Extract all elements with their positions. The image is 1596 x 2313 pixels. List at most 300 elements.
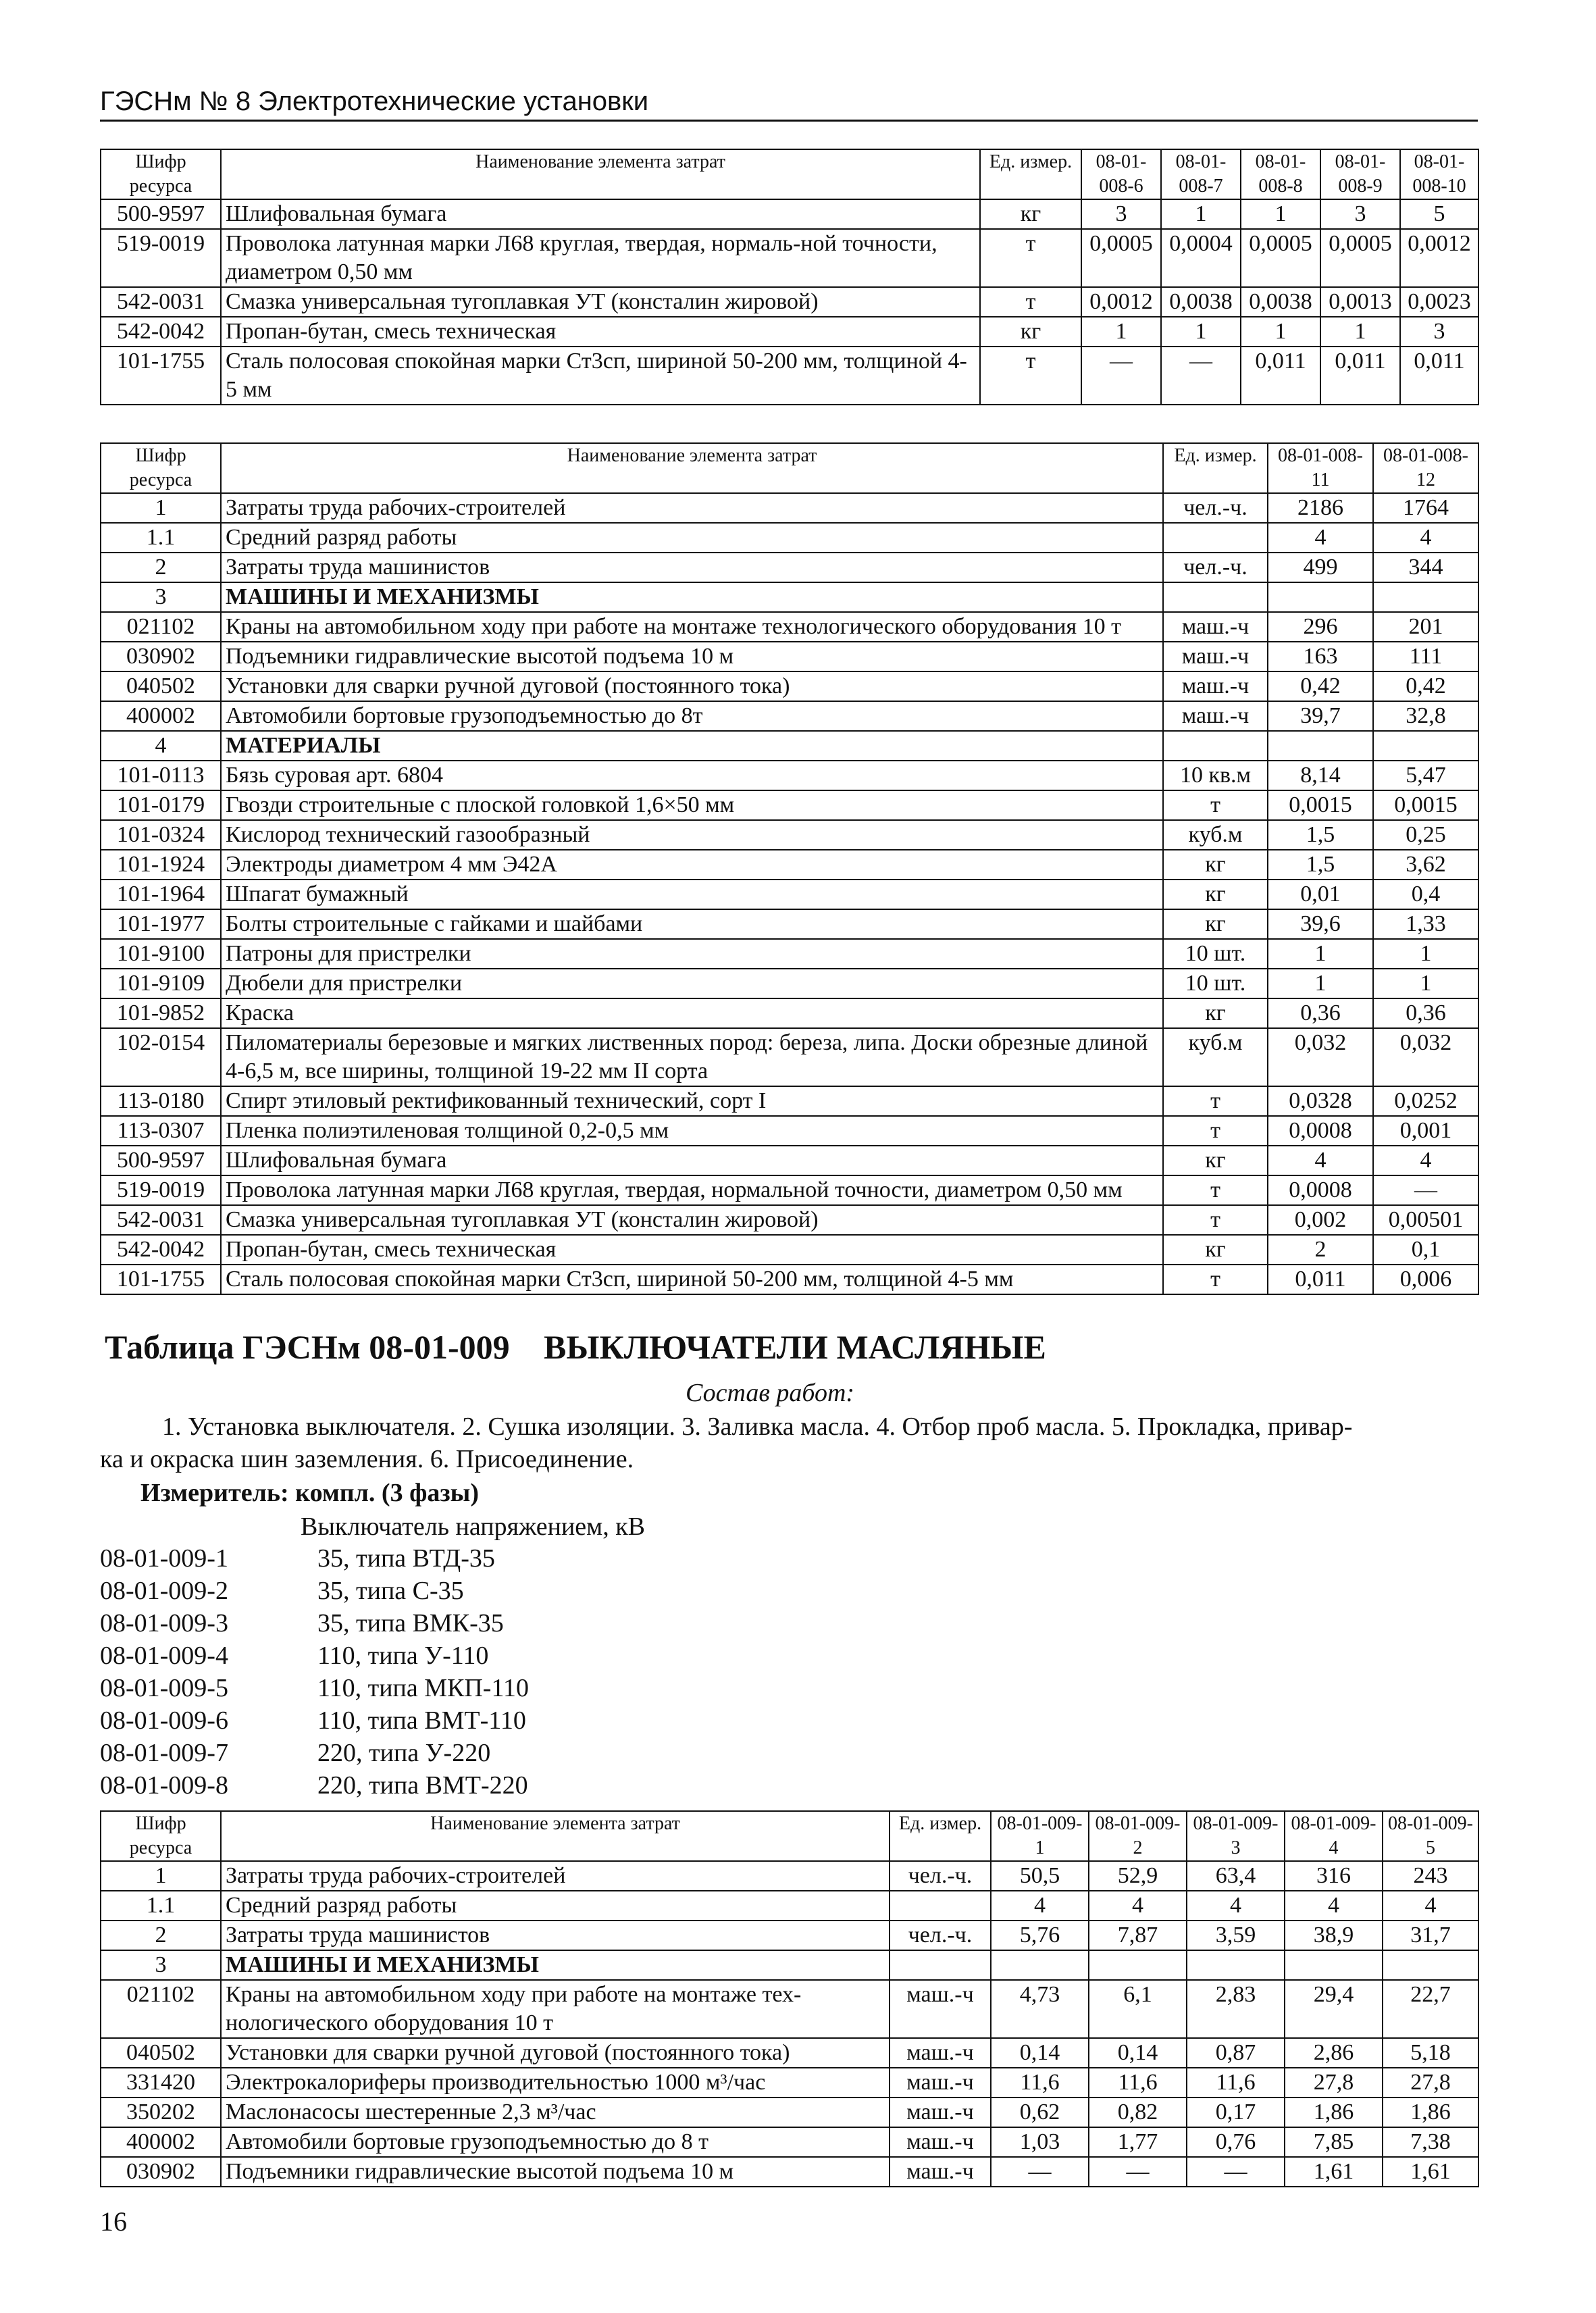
resource-code: 4 [101,731,221,761]
table-row [101,2098,1478,2127]
resource-code: 021102 [101,1980,221,2038]
table-row [101,1086,1478,1116]
norm-value: 243 [1383,1861,1478,1891]
table-row [101,1235,1478,1265]
norm-value: 1 [1373,939,1478,969]
cost-item-name: Бязь суровая арт. 6804 [221,761,1163,790]
norm-value: 0,0005 [1241,229,1320,287]
resource-code: 542-0031 [101,1205,221,1235]
norm-value [1373,582,1478,612]
column-header: 08-01-009-1 [991,1811,1089,1861]
norm-value: 0,0013 [1320,287,1400,317]
norm-value: 1 [1241,317,1320,347]
resource-code: 542-0042 [101,317,221,347]
cost-item-name: Патроны для пристрелки [221,939,1163,969]
unit: 10 шт. [1163,969,1268,998]
cost-item-name: Спирт этиловый ректификованный технический, сорт I [221,1086,1163,1116]
unit: чел.-ч. [890,1861,991,1891]
resource-code: 331420 [101,2068,221,2098]
column-header: 08-01-008-9 [1320,149,1400,199]
table-row [101,671,1478,701]
code-id: 08-01-009-8 [100,1771,228,1800]
unit: кг [1163,998,1268,1028]
norm-value: 4 [1268,1146,1373,1175]
column-header: 08-01-009-3 [1187,1811,1285,1861]
table-label: Таблица ГЭСНм 08-01-009 [105,1328,510,1366]
norm-value: 1,61 [1285,2157,1383,2187]
resource-code: 350202 [101,2098,221,2127]
resource-code: 500-9597 [101,1146,221,1175]
cost-item-name: МАТЕРИАЛЫ [221,731,1163,761]
norm-value: 0,0004 [1161,229,1241,287]
works-line-1: 1. Установка выключателя. 2. Сушка изоляции. 3. Заливка масла. 4. Отбор проб масла. 5. Прокладка, привар- [162,1413,1353,1441]
unit: маш.-ч [1163,671,1268,701]
table-row [101,2038,1478,2068]
table-row [101,1891,1478,1921]
resource-code: 1 [101,493,221,523]
norm-value: 1 [1268,939,1373,969]
norm-value: 3,59 [1187,1921,1285,1950]
column-header: 08-01-009-2 [1089,1811,1187,1861]
norm-value: 0,0012 [1400,229,1478,287]
norm-value: 0,25 [1373,820,1478,850]
norm-value: 1 [1161,199,1241,229]
norm-value: 111 [1373,642,1478,671]
code-description: 35, типа С-35 [317,1577,464,1605]
cost-item-name: Кислород технический газообразный [221,820,1163,850]
norm-value: 4 [1383,1891,1478,1921]
unit: т [1163,1116,1268,1146]
table-row [101,1950,1478,1980]
table-08-01-009 [100,1810,1479,2187]
table-row [101,2068,1478,2098]
norm-value: 31,7 [1383,1921,1478,1950]
norm-value: 1,86 [1383,2098,1478,2127]
resource-code: 030902 [101,2157,221,2187]
table-row [101,347,1478,405]
norm-value: 0,001 [1373,1116,1478,1146]
table-row [101,1265,1478,1294]
cost-item-name: Электроды диаметром 4 мм Э42А [221,850,1163,880]
norm-value: 2,83 [1187,1980,1285,2038]
norm-value: — [1081,347,1161,405]
resource-code: 030902 [101,642,221,671]
norm-value: 0,011 [1320,347,1400,405]
table-row [101,1205,1478,1235]
norm-value: 4 [1373,523,1478,553]
table-row [101,1921,1478,1950]
code-description: 220, типа У-220 [317,1739,491,1767]
norm-value: 7,38 [1383,2127,1478,2157]
norm-value: — [1187,2157,1285,2187]
norm-value: 7,85 [1285,2127,1383,2157]
norm-value: 1 [1373,969,1478,998]
table-row [101,523,1478,553]
norm-value: 1 [1081,317,1161,347]
norm-value: 0,011 [1268,1265,1373,1294]
resource-code: 101-0324 [101,820,221,850]
norm-value: 0,0005 [1081,229,1161,287]
norm-value: 11,6 [1187,2068,1285,2098]
cost-item-name: Пиломатериалы березовые и мягких лиственных пород: береза, липа. Доски обрезные длиной 4-6,5 м, все ширины, толщиной 19-22 мм II сорта [221,1028,1163,1086]
table-row [101,939,1478,969]
resource-code: 519-0019 [101,229,221,287]
norm-value: 0,1 [1373,1235,1478,1265]
norm-value: 316 [1285,1861,1383,1891]
table-row [101,1861,1478,1891]
norm-value: 2,86 [1285,2038,1383,2068]
table-row [101,998,1478,1028]
cost-item-name: Смазка универсальная тугоплавкая УТ (консталин жировой) [221,1205,1163,1235]
unit: т [1163,1265,1268,1294]
table-row [101,2127,1478,2157]
column-header: 08-01-008-8 [1241,149,1320,199]
norm-value: 0,14 [1089,2038,1187,2068]
cost-item-name: Подъемники гидравлические высотой подъема 10 м [221,2157,890,2187]
norm-value: 296 [1268,612,1373,642]
column-header: Ед. измер. [980,149,1081,199]
norm-value: 0,36 [1373,998,1478,1028]
norm-value: 4 [1089,1891,1187,1921]
table-row [101,1980,1478,2038]
table-row [101,850,1478,880]
norm-value [1187,1950,1285,1980]
norm-value: 38,9 [1285,1921,1383,1950]
resource-code: 2 [101,553,221,582]
unit: т [980,287,1081,317]
resource-code: 040502 [101,2038,221,2068]
norm-value: 0,0008 [1268,1175,1373,1205]
norm-value: — [991,2157,1089,2187]
norm-value: 1,77 [1089,2127,1187,2157]
unit [890,1891,991,1921]
table-header-row [101,443,1478,493]
unit: маш.-ч [890,2098,991,2127]
resource-code: 542-0031 [101,287,221,317]
switch-heading: Выключатель напряжением, кВ [301,1513,646,1541]
table-row [101,199,1478,229]
table-row [101,1175,1478,1205]
table-08-01-008-b [100,442,1479,1295]
unit: 10 кв.м [1163,761,1268,790]
code-id: 08-01-009-6 [100,1706,228,1735]
cost-item-name: Шлифовальная бумага [221,199,980,229]
unit: маш.-ч [890,2157,991,2187]
cost-item-name: Шлифовальная бумага [221,1146,1163,1175]
cost-item-name: Смазка универсальная тугоплавкая УТ (консталин жировой) [221,287,980,317]
resource-code: 101-9852 [101,998,221,1028]
resource-code: 101-1755 [101,347,221,405]
table-row [101,582,1478,612]
norm-value: 3 [1320,199,1400,229]
resource-code: 021102 [101,612,221,642]
norm-value: 50,5 [991,1861,1089,1891]
cost-item-name: Пропан-бутан, смесь техническая [221,1235,1163,1265]
norm-value: 22,7 [1383,1980,1478,2038]
norm-value: 0,62 [991,2098,1089,2127]
norm-value: 4 [1285,1891,1383,1921]
resource-code: 101-0113 [101,761,221,790]
cost-item-name: Маслонасосы шестеренные 2,3 м³/час [221,2098,890,2127]
code-id: 08-01-009-5 [100,1674,228,1702]
norm-value: 29,4 [1285,1980,1383,2038]
norm-value: 5,47 [1373,761,1478,790]
resource-code: 102-0154 [101,1028,221,1086]
code-id: 08-01-009-4 [100,1642,228,1670]
norm-value: 32,8 [1373,701,1478,731]
norm-value: 0,032 [1268,1028,1373,1086]
norm-value: 5,18 [1383,2038,1478,2068]
column-header: 08-01-009-4 [1285,1811,1383,1861]
table-row [101,880,1478,909]
norm-value: 0,0015 [1268,790,1373,820]
norm-value: 1 [1320,317,1400,347]
page-number: 16 [100,2206,127,2237]
column-header: Наименование элемента затрат [221,1811,890,1861]
resource-code: 1.1 [101,523,221,553]
column-header: Наименование элемента затрат [221,149,980,199]
column-header: 08-01-008-10 [1400,149,1478,199]
norm-value: 0,0328 [1268,1086,1373,1116]
unit: кг [1163,1146,1268,1175]
cost-item-name: Затраты труда рабочих-строителей [221,493,1163,523]
table-header-row [101,149,1478,199]
column-header: 08-01-008-6 [1081,149,1161,199]
norm-value: 5,76 [991,1921,1089,1950]
column-header: 08-01-008-12 [1373,443,1478,493]
column-header: Ед. измер. [1163,443,1268,493]
cost-item-name: Установки для сварки ручной дуговой (постоянного тока) [221,2038,890,2068]
norm-value: 8,14 [1268,761,1373,790]
norm-value: 0,4 [1373,880,1478,909]
table-row [101,642,1478,671]
norm-value: 0,76 [1187,2127,1285,2157]
norm-value [991,1950,1089,1980]
resource-code: 400002 [101,701,221,731]
unit: чел.-ч. [1163,553,1268,582]
cost-item-name: Дюбели для пристрелки [221,969,1163,998]
norm-value: 2 [1268,1235,1373,1265]
table-row [101,317,1478,347]
unit: маш.-ч [1163,612,1268,642]
code-description: 35, типа ВМК-35 [317,1609,504,1637]
unit: т [1163,1175,1268,1205]
table-row [101,909,1478,939]
resource-code: 101-1977 [101,909,221,939]
resource-code: 3 [101,582,221,612]
resource-code: 542-0042 [101,1235,221,1265]
code-description: 35, типа ВТД-35 [317,1544,495,1573]
unit: маш.-ч [890,2127,991,2157]
norm-value: 0,002 [1268,1205,1373,1235]
table-row [101,1146,1478,1175]
norm-value: 7,87 [1089,1921,1187,1950]
code-id: 08-01-009-2 [100,1577,228,1605]
resource-code: 519-0019 [101,1175,221,1205]
cost-item-name: МАШИНЫ И МЕХАНИЗМЫ [221,582,1163,612]
column-header: Шифр ресурса [101,1811,221,1861]
norm-value: 0,0012 [1081,287,1161,317]
norm-value [1285,1950,1383,1980]
norm-value: 52,9 [1089,1861,1187,1891]
norm-value: 0,36 [1268,998,1373,1028]
resource-code: 2 [101,1921,221,1950]
resource-code: 101-1964 [101,880,221,909]
norm-value: — [1161,347,1241,405]
norm-value: 499 [1268,553,1373,582]
unit [1163,731,1268,761]
norm-value: 0,006 [1373,1265,1478,1294]
norm-value: 0,0038 [1241,287,1320,317]
table-row [101,701,1478,731]
code-description: 220, типа ВМТ-220 [317,1771,528,1800]
norm-value: 1,61 [1383,2157,1478,2187]
norm-value: 39,7 [1268,701,1373,731]
norm-value [1268,731,1373,761]
cost-item-name: Проволока латунная марки Л68 круглая, твердая, нормаль-ной точности, диаметром 0,50 мм [221,229,980,287]
norm-value [1268,582,1373,612]
cost-item-name: Затраты труда рабочих-строителей [221,1861,890,1891]
code-id: 08-01-009-3 [100,1609,228,1637]
norm-value: — [1373,1175,1478,1205]
norm-value: 1,86 [1285,2098,1383,2127]
norm-value: 0,14 [991,2038,1089,2068]
column-header: 08-01-008-7 [1161,149,1241,199]
works-line-2: ка и окраска шин заземления. 6. Присоединение. [100,1445,634,1473]
unit: кг [980,317,1081,347]
unit: чел.-ч. [1163,493,1268,523]
norm-value: 4 [1187,1891,1285,1921]
unit: чел.-ч. [890,1921,991,1950]
cost-item-name: Подъемники гидравлические высотой подъема 10 м [221,642,1163,671]
cost-item-name: Краны на автомобильном ходу при работе на монтаже тех-нологического оборудования 10 т [221,1980,890,2038]
unit: маш.-ч [1163,642,1268,671]
norm-value: 4 [991,1891,1089,1921]
resource-code: 500-9597 [101,199,221,229]
cost-item-name: Гвозди строительные с плоской головкой 1,6×50 мм [221,790,1163,820]
table-row [101,287,1478,317]
cost-item-name: Сталь полосовая спокойная марки Ст3сп, шириной 50-200 мм, толщиной 4-5 мм [221,1265,1163,1294]
norm-value: 201 [1373,612,1478,642]
norm-value: 0,82 [1089,2098,1187,2127]
resource-code: 101-0179 [101,790,221,820]
unit: кг [1163,909,1268,939]
table-row [101,1116,1478,1146]
norm-value: 27,8 [1285,2068,1383,2098]
norm-value: 0,42 [1268,671,1373,701]
unit: маш.-ч [890,2038,991,2068]
norm-value: 1 [1268,969,1373,998]
unit: кг [1163,880,1268,909]
table-title: ВЫКЛЮЧАТЕЛИ МАСЛЯНЫЕ [544,1328,1046,1366]
table-row [101,1028,1478,1086]
norm-value: 6,1 [1089,1980,1187,2038]
cost-item-name: Краны на автомобильном ходу при работе на монтаже технологического оборудования 10 т [221,612,1163,642]
norm-value: 0,0008 [1268,1116,1373,1146]
norm-value: 0,87 [1187,2038,1285,2068]
norm-value: 0,0005 [1320,229,1400,287]
norm-value [1373,731,1478,761]
norm-value: 3 [1400,317,1478,347]
column-header: 08-01-008-11 [1268,443,1373,493]
unit: куб.м [1163,820,1268,850]
column-header: Шифр ресурса [101,443,221,493]
resource-code: 1.1 [101,1891,221,1921]
cost-item-name: Шпагат бумажный [221,880,1163,909]
table-row [101,820,1478,850]
norm-value: 0,0038 [1161,287,1241,317]
norm-value: 0,17 [1187,2098,1285,2127]
resource-code: 101-1924 [101,850,221,880]
norm-value: 1,5 [1268,820,1373,850]
resource-code: 3 [101,1950,221,1980]
norm-value: 1,5 [1268,850,1373,880]
norm-value: 4 [1268,523,1373,553]
table-row [101,969,1478,998]
norm-value: 1,03 [991,2127,1089,2157]
unit: куб.м [1163,1028,1268,1086]
cost-item-name: Автомобили бортовые грузоподъемностью до 8 т [221,2127,890,2157]
cost-item-name: Электрокалориферы производительностью 1000 м³/час [221,2068,890,2098]
norm-value: 0,0015 [1373,790,1478,820]
resource-code: 113-0307 [101,1116,221,1146]
unit: маш.-ч [1163,701,1268,731]
unit: кг [1163,1235,1268,1265]
code-description: 110, типа МКП-110 [317,1674,530,1702]
unit: т [1163,790,1268,820]
cost-item-name: Сталь полосовая спокойная марки Ст3сп, шириной 50-200 мм, толщиной 4-5 мм [221,347,980,405]
norm-value: 4 [1373,1146,1478,1175]
cost-item-name: Краска [221,998,1163,1028]
resource-code: 040502 [101,671,221,701]
unit: маш.-ч [890,2068,991,2098]
norm-value: 5 [1400,199,1478,229]
norm-value: 63,4 [1187,1861,1285,1891]
column-header: Шифр ресурса [101,149,221,199]
unit: маш.-ч [890,1980,991,2038]
cost-item-name: Проволока латунная марки Л68 круглая, твердая, нормальной точности, диаметром 0,50 мм [221,1175,1163,1205]
code-description: 110, типа ВМТ-110 [317,1706,526,1735]
unit: т [980,347,1081,405]
cost-item-name: Пропан-бутан, смесь техническая [221,317,980,347]
cost-item-name: Автомобили бортовые грузоподъемностью до 8т [221,701,1163,731]
norm-value: 0,032 [1373,1028,1478,1086]
norm-value: 11,6 [1089,2068,1187,2098]
code-id: 08-01-009-1 [100,1544,228,1573]
resource-code: 101-1755 [101,1265,221,1294]
unit [890,1950,991,1980]
cost-item-name: Затраты труда машинистов [221,553,1163,582]
column-header: Наименование элемента затрат [221,443,1163,493]
table-row [101,731,1478,761]
table-header-row [101,1811,1478,1861]
norm-value: 0,0252 [1373,1086,1478,1116]
column-header: 08-01-009-5 [1383,1811,1478,1861]
cost-item-name: Средний разряд работы [221,523,1163,553]
norm-value: 27,8 [1383,2068,1478,2098]
norm-value: 11,6 [991,2068,1089,2098]
norm-value: 0,01 [1268,880,1373,909]
table-row [101,493,1478,523]
norm-value: 3 [1081,199,1161,229]
resource-code: 113-0180 [101,1086,221,1116]
norm-value: 2186 [1268,493,1373,523]
norm-value: — [1089,2157,1187,2187]
meter: Измеритель: компл. (3 фазы) [140,1479,479,1507]
table-row [101,612,1478,642]
cost-item-name: МАШИНЫ И МЕХАНИЗМЫ [221,1950,890,1980]
norm-value: 1764 [1373,493,1478,523]
